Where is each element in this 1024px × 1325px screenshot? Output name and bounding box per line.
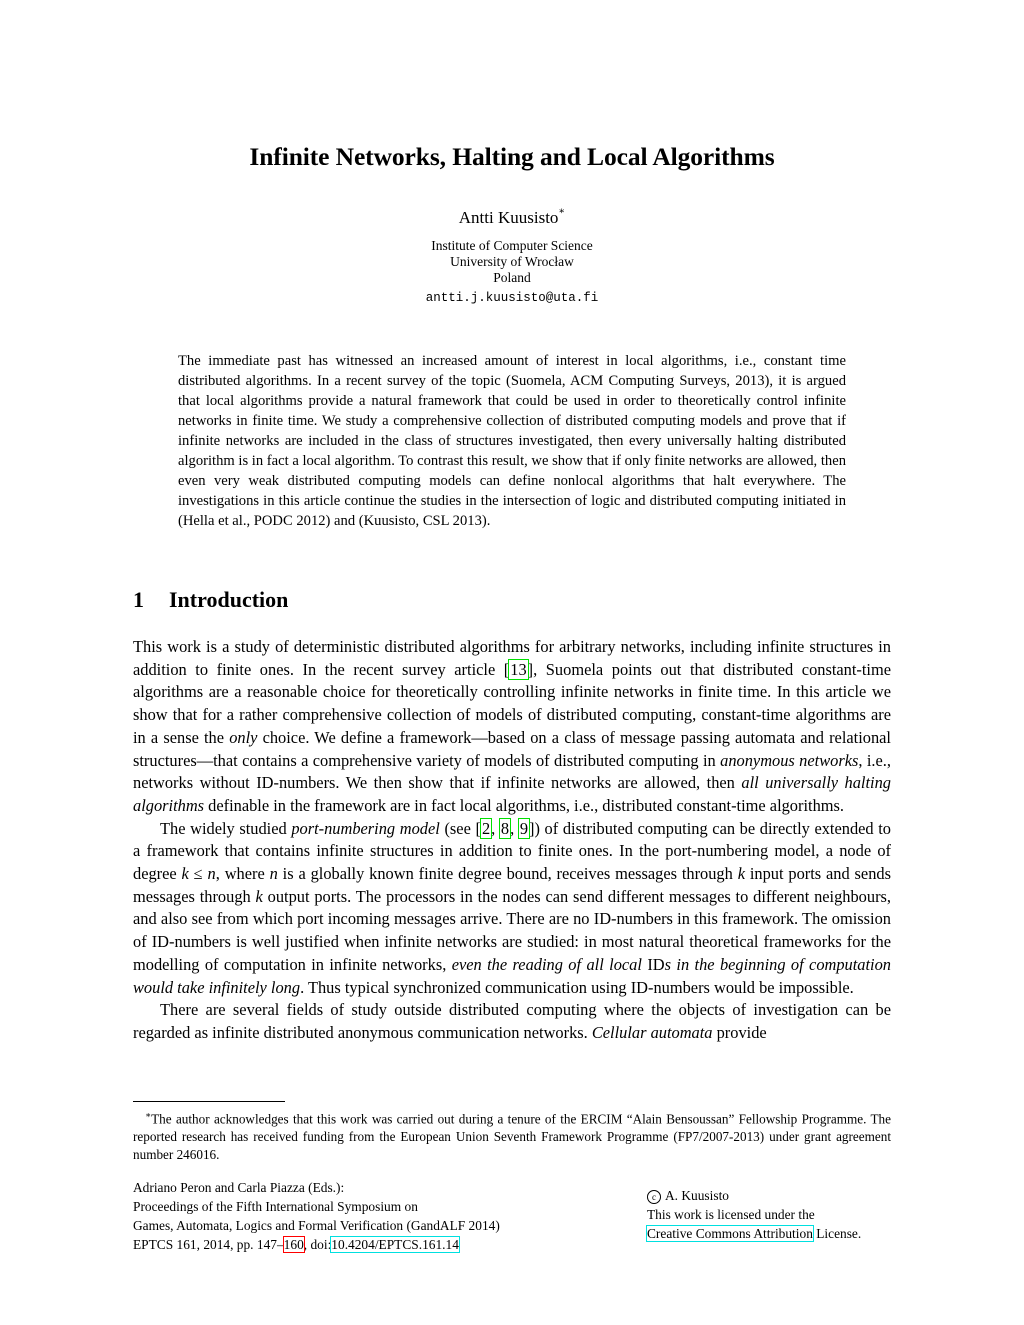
author-email: antti.j.kuusisto@uta.fi: [425, 291, 599, 305]
affiliation-line: Poland: [493, 270, 531, 285]
proceedings-line: EPTCS 161, 2014, pp. 147–160, doi:10.4204/EPTCS.161.14: [133, 1237, 459, 1252]
abstract-text: The immediate past has witnessed an increased amount of interest in local algorithms, i.e., constant time distributed algorithms. In a recent survey of the topic (Suomela, ACM Computing Surveys, 2013), it is argued that local algorithms provide a natural framework that could be used in order to theoretically control infinite networks in finite time. We study a comprehensive collection of distributed computing models and prove that if infinite networks are included in the class of structures investigated, then every universally halting distributed algorithm is in fact a local algorithm. To contrast this result, we show that if only finite networks are allowed, then even very weak distributed computing models can define nonlocal algorithms that halt everywhere. The investigations in this article continue the studies in the intersection of logic and distributed computing initiated in (Hella et al., PODC 2012) and (Kuusisto, CSL 2013).: [178, 353, 846, 529]
footnote: [133, 1106, 891, 1164]
affiliation-line: University of Wrocław: [450, 254, 574, 269]
paragraph: This work is a study of deterministic distributed algorithms for arbitrary networks, including infinite structures in addition to finite ones. In the recent survey article [13], Suomela points out that distributed constant-time algorithms are a reasonable choice for theoretically controlling infinite networks in finite time. In this article we show that for a rather comprehensive collection of models of distributed computing, constant-time algorithms are in a sense the only choice. We define a framework—based on a class of message passing automata and relational structures—that contains a comprehensive variety of models of distributed computing in anonymous networks, i.e., networks without ID-numbers. We then show that if infinite networks are allowed, then all universally halting algorithms definable in the framework are in fact local algorithms, i.e., distributed constant-time algorithms.: [133, 637, 892, 815]
section-number: 1: [133, 587, 144, 612]
proceedings-line: Games, Automata, Logics and Formal Verification (GandALF 2014): [133, 1218, 500, 1233]
paragraph: The widely studied port-numbering model (see [2, 8, 9]) of distributed computing can be directly extended to a framework that contains infinite structures in addition to finite ones. In the port-numbering model, a node of degree k ≤ n, where n is a globally known finite degree bound, receives messages through k input ports and sends messages through k output ports. The processors in the nodes can send different messages to different neighbours, and also see from which port incoming messages arrive. There are no ID-numbers in this framework. The omission of ID-numbers is well justified when infinite networks are studied: in most natural theoretical frameworks for the modelling of computation in infinite networks, even the reading of all local IDs in the beginning of computation would take infinitely long. Thus typical synchronized communication using ID-numbers would be impossible.: [133, 818, 892, 997]
abstract: [178, 351, 846, 531]
paper-title: Infinite Networks, Halting and Local Algorithms: [249, 142, 775, 171]
section-heading: [133, 587, 288, 613]
section-title: Introduction: [169, 587, 289, 612]
last-page-link[interactable]: 160: [283, 1237, 304, 1252]
proceedings-info: [133, 1178, 500, 1254]
copyright-icon: c: [647, 1190, 661, 1204]
citation-link[interactable]: 13: [510, 659, 527, 679]
footnote-mark[interactable]: ∗: [558, 206, 566, 218]
paragraph: There are several fields of study outside distributed computing where the objects of investigation can be regarded as infinite distributed anonymous communication networks. Cellular automata provide: [133, 1000, 891, 1042]
footnote-divider: [133, 1101, 285, 1102]
proceedings-line: Proceedings of the Fifth International Symposium on: [133, 1199, 418, 1214]
citation-link[interactable]: 2: [481, 818, 491, 838]
doi-link[interactable]: 10.4204/EPTCS.161.14: [331, 1237, 459, 1252]
proceedings-line: Adriano Peron and Carla Piazza (Eds.):: [133, 1180, 345, 1195]
license-author: A. Kuusisto: [665, 1188, 729, 1203]
footnote-text: ∗The author acknowledges that this work was carried out during a tenure of the ERCIM “Alain Bensoussan” Fellowship Programme. The reported research has received funding from the European Union Seventh Framework Programme (FP7/2007-2013) under grant agreement number 246016.: [133, 1110, 891, 1163]
license-link[interactable]: Creative Commons Attribution: [647, 1226, 813, 1241]
affiliation-line: Institute of Computer Science: [431, 238, 593, 253]
citation-link[interactable]: 9: [519, 818, 529, 838]
introduction-body: [133, 636, 891, 1045]
license-info: c A. Kuusisto This work is licensed under the Creative Commons Attribution License.: [647, 1188, 862, 1241]
license-line: This work is licensed under the: [647, 1207, 815, 1222]
citation-link[interactable]: 8: [500, 818, 510, 838]
author-name: Antti Kuusisto∗: [458, 206, 566, 227]
